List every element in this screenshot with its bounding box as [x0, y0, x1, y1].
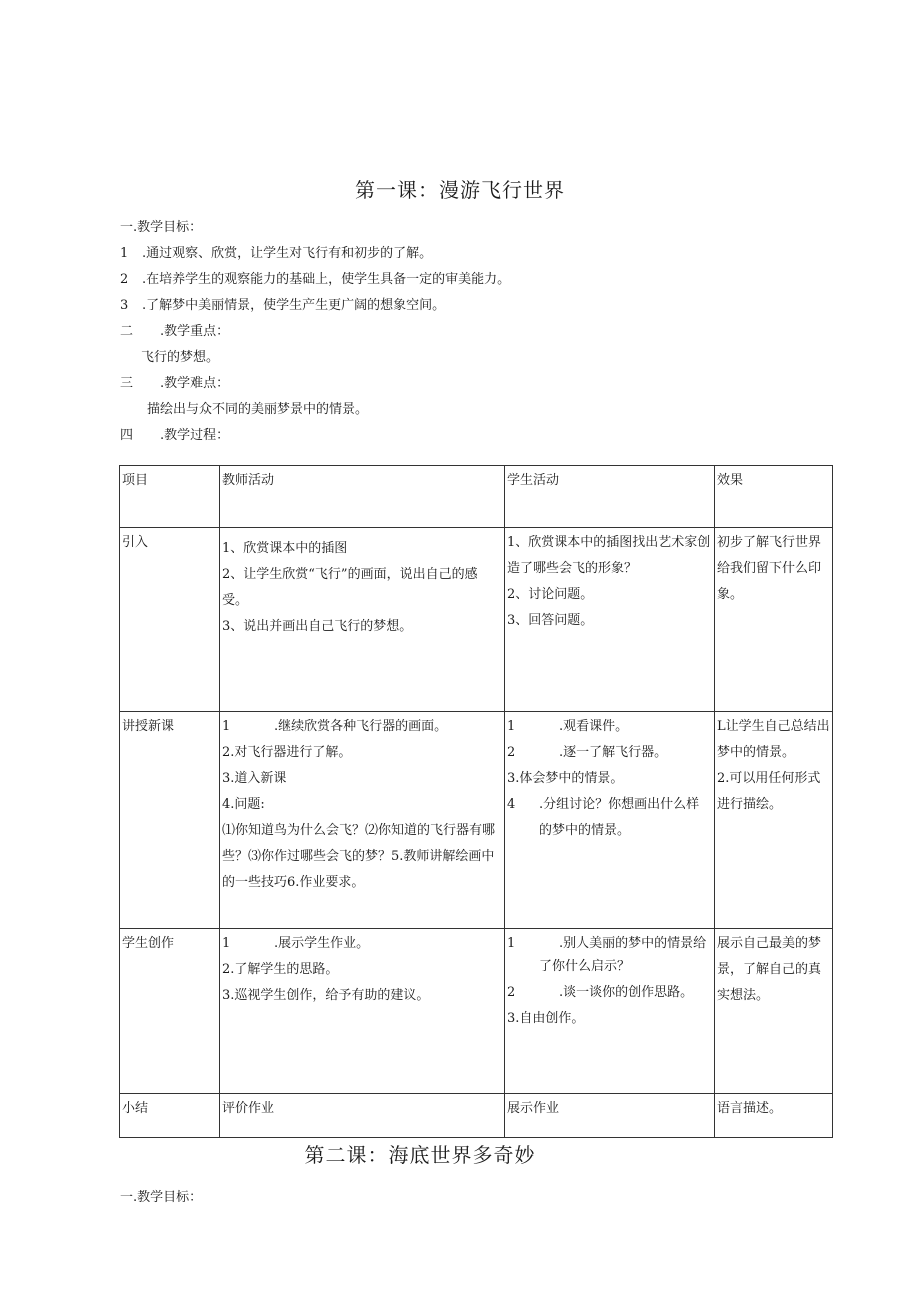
effect: 语言描述。 [715, 1094, 833, 1138]
effect-line: 初步了解飞行世界给我们留下什么印象。 [717, 535, 822, 602]
student-line: 2 .谈一谈你的创作思路。 [507, 985, 694, 1000]
student-line: 3.体会梦中的情景。 [507, 771, 624, 786]
student-line: 的梦中的情景。 [539, 823, 631, 838]
table-row [120, 1094, 833, 1138]
objective-item: 2 .在培养学生的观察能力的基础上，使学生具备一定的审美能力。 [120, 272, 511, 287]
lesson1-title: 第一课：漫游飞行世界 [355, 178, 565, 202]
teaching-process-table [119, 465, 833, 1138]
effect-line: 展示自己最美的梦景，了解自己的真实想法。 [717, 936, 822, 1003]
teacher-activity: 评价作业 [220, 1094, 505, 1138]
objective-item: 1 .通过观察、欣赏，让学生对飞行有和初步的了解。 [120, 246, 433, 261]
key-point-text: 飞行的梦想。 [141, 350, 220, 365]
effect [715, 929, 833, 1094]
teacher-line: 2.了解学生的思路。 [222, 962, 339, 977]
header-student: 学生活动 [505, 466, 715, 528]
difficulty-heading: 三 .教学难点： [120, 376, 230, 391]
table-row [120, 929, 833, 1094]
teacher-line: ⑴你知道鸟为什么会飞？⑵你知道的飞行器有哪些？⑶你作过哪些会飞的梦？5.教师讲解绘画中的一些技巧6.作业要求。 [222, 823, 496, 890]
row-item: 小结 [120, 1094, 220, 1138]
lesson2-objectives-heading: 一.教学目标： [120, 1190, 203, 1205]
effect [715, 528, 833, 712]
teacher-line: 4.问题: [222, 797, 265, 812]
header-item: 项目 [120, 466, 220, 528]
student-line: 了你什么启示？ [539, 959, 631, 974]
teacher-activity [220, 929, 505, 1094]
student-line: 2、讨论问题。 [507, 587, 594, 602]
effect-line: 2.可以用任何形式进行描绘。 [717, 771, 821, 812]
row-item: 引入 [120, 528, 220, 712]
teacher-line: 1 .展示学生作业。 [222, 936, 370, 951]
student-activity [505, 528, 715, 712]
teacher-line: 3.巡视学生创作，给予有助的建议。 [222, 988, 430, 1003]
teacher-line: 3、说出并画出自己飞行的梦想。 [222, 619, 413, 634]
student-line: 4 .分组讨论？你想画出什么样 [507, 797, 700, 812]
teacher-activity [220, 712, 505, 929]
objective-item: 3 .了解梦中美丽情景，使学生产生更广阔的想象空间。 [120, 298, 446, 313]
student-line: 3.自由创作。 [507, 1011, 585, 1026]
student-activity: 展示作业 [505, 1094, 715, 1138]
table-header-row [120, 466, 833, 528]
teacher-line: 1、欣赏课本中的插图 [222, 541, 348, 556]
header-effect: 效果 [715, 466, 833, 528]
teacher-line: 3.道入新课 [222, 771, 287, 786]
teacher-line: 2.对飞行器进行了解。 [222, 745, 352, 760]
teacher-activity [220, 528, 505, 712]
student-activity [505, 712, 715, 929]
process-heading: 四 .教学过程： [120, 428, 230, 443]
student-line: 3、回答问题。 [507, 613, 594, 628]
objectives-heading: 一.教学目标： [120, 220, 203, 235]
header-teacher: 教师活动 [220, 466, 505, 528]
student-line: 2 .逐一了解飞行器。 [507, 745, 668, 760]
student-line: 1 .别人美丽的梦中的情景给 [507, 936, 707, 951]
difficulty-text: 描绘出与众不同的美丽梦景中的情景。 [147, 402, 369, 417]
teacher-line: 2、让学生欣赏“飞行”的画面，说出自己的感受。 [222, 567, 478, 608]
teacher-line: 1 .继续欣赏各种飞行器的画面。 [222, 719, 448, 734]
row-item: 学生创作 [120, 929, 220, 1094]
lesson2-title: 第二课：海底世界多奇妙 [304, 1143, 536, 1167]
effect-line: L让学生自己总结出梦中的情景。 [717, 719, 830, 760]
student-activity [505, 929, 715, 1094]
student-line: 1 .观看课件。 [507, 719, 629, 734]
table-row [120, 712, 833, 929]
row-item: 讲授新课 [120, 712, 220, 929]
effect [715, 712, 833, 929]
student-line: 1、欣赏课本中的插图找出艺术家创造了哪些会飞的形象？ [507, 535, 711, 576]
table-row [120, 528, 833, 712]
key-point-heading: 二 .教学重点： [120, 324, 230, 339]
